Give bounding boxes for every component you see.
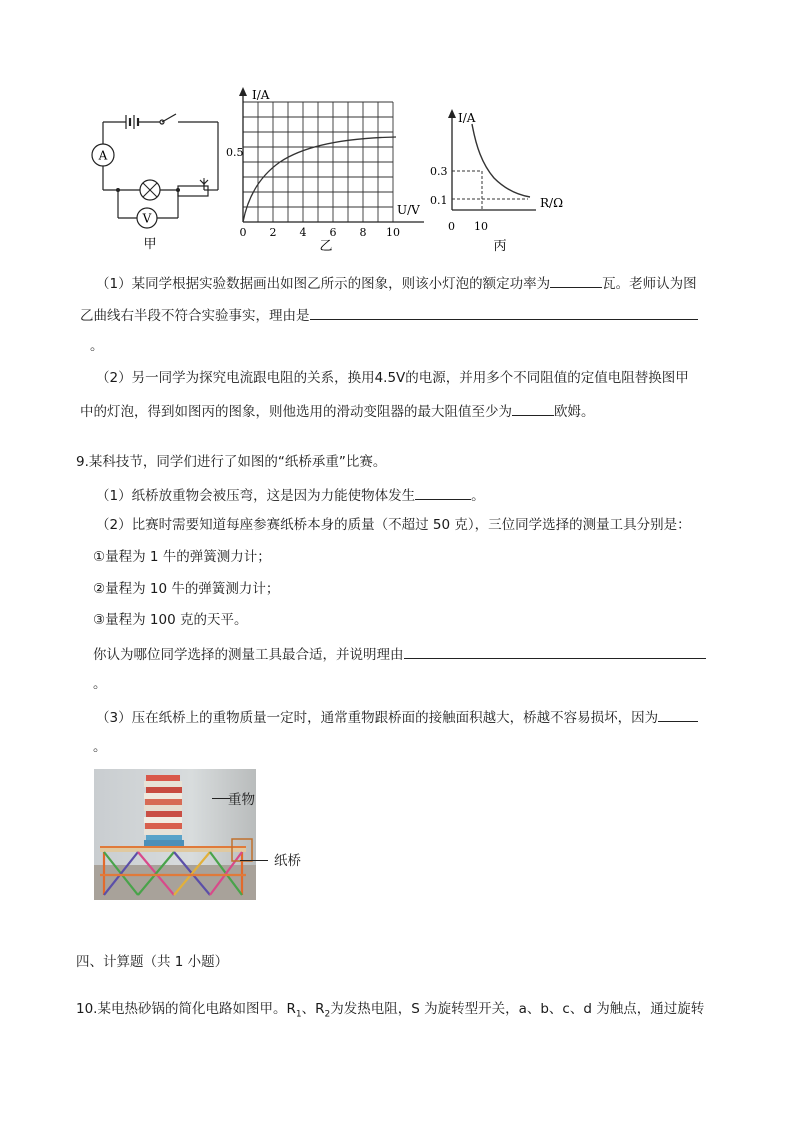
q8-part1-line3: 。: [90, 338, 104, 354]
section-title: 四、计算题（共 1 小题）: [76, 954, 229, 970]
q9-option-3: ③量程为 100 克的天平。: [93, 612, 248, 628]
q8-part2-line2: [80, 400, 595, 422]
q9-p1-end: 。: [471, 488, 485, 504]
q8-p2-text-a: 中的灯泡，得到如图丙的图象，则他选用的滑动变阻器的最大阻值至少为: [80, 404, 512, 420]
ir-curve: [472, 124, 530, 197]
q9-p3-text: （3）压在纸桥上的重物质量一定时，通常重物跟桥面的接触面积越大，桥越不容易损坏，因为: [96, 710, 659, 726]
bing-y-tick-03: 0.3: [430, 165, 448, 178]
q8-p2-text-b: 欧姆。: [554, 404, 595, 420]
bing-x-tick-0: 0: [448, 220, 455, 233]
yi-y-tick: 0.5: [226, 146, 244, 159]
q10-text-b: 、R: [301, 1001, 325, 1017]
figure-caption-jia: 甲: [143, 237, 157, 252]
bing-y-tick-01: 0.1: [430, 194, 448, 207]
yi-x-tick: 2: [269, 226, 277, 239]
svg-text:V: V: [142, 211, 152, 226]
q9-part2: （2）比赛时需要知道每座参赛纸桥本身的质量（不超过 50 克），三位同学选择的测量工具分别是：: [96, 517, 691, 533]
q9-option-1: ①量程为 1 牛的弹簧测力计；: [93, 549, 271, 565]
yi-x-tick: 10: [386, 226, 400, 239]
q9-p1-text: （1）纸桥放重物会被压弯，这是因为力能使物体发生: [96, 488, 416, 504]
figure-caption-bing: 丙: [493, 239, 507, 254]
paper-bridge-photo: [94, 769, 256, 900]
bing-x-axis-label: R/Ω: [540, 196, 564, 210]
q8-p1-reason-text: 乙曲线右半段不符合实验事实，理由是: [80, 308, 310, 324]
figure-caption-yi: 乙: [319, 239, 333, 254]
bing-y-axis-label: I/A: [458, 111, 476, 125]
q9-part3: [96, 706, 698, 728]
q9-ask-line: [93, 643, 706, 665]
answer-blank-tool[interactable]: [404, 643, 706, 659]
yi-x-axis-label: U/V: [397, 203, 420, 217]
q9-ask-text: 你认为哪位同学选择的测量工具最合适，并说明理由: [93, 647, 404, 663]
iu-graph-yi: [226, 84, 432, 256]
lamp-icon: [140, 180, 160, 200]
q8-part1-line2: [80, 304, 698, 326]
q10-subscript-2: 2: [324, 1009, 331, 1020]
q10-text-c: 为发热电阻，S 为旋转型开关，a、b、c、d 为触点，通过旋转: [330, 1001, 705, 1017]
q8-p1-text-a: （1）某同学根据实验数据画出如图乙所示的图象，则该小灯泡的额定功率为: [96, 276, 551, 292]
q10-subscript-1: 1: [295, 1009, 302, 1020]
yi-x-tick: 0: [239, 226, 247, 239]
yi-y-axis-label: I/A: [252, 88, 270, 102]
q9-part3-end: 。: [93, 739, 107, 755]
yi-x-tick: 6: [329, 226, 337, 239]
svg-text:A: A: [98, 148, 108, 163]
answer-blank-power[interactable]: [550, 272, 602, 288]
q10-text-a: 10.某电热砂锅的简化电路如图甲。R: [76, 1001, 296, 1017]
photo-label-weight: 重物: [228, 792, 255, 808]
answer-blank-reason[interactable]: [310, 304, 698, 320]
photo-label-bridge: 纸桥: [274, 853, 301, 869]
yi-x-tick: 4: [299, 226, 307, 239]
ir-graph-bing: [430, 106, 580, 256]
q9-part1: [96, 484, 485, 506]
q9-stem: 9.某科技节，同学们进行了如图的“纸桥承重”比赛。: [76, 454, 387, 470]
q9-ask-end: 。: [93, 676, 107, 692]
q9-option-2: ②量程为 10 牛的弹簧测力计；: [93, 581, 280, 597]
bing-x-tick-10: 10: [474, 220, 488, 233]
answer-blank-pressure[interactable]: [658, 706, 698, 722]
bridge-leader-line: [240, 860, 268, 861]
yi-x-tick: 8: [359, 226, 367, 239]
iu-curve: [243, 137, 396, 222]
answer-blank-deformation[interactable]: [415, 484, 471, 500]
q8-part1-line1: [96, 272, 697, 294]
q8-part2-line1: （2）另一同学为探究电流跟电阻的关系，换用4.5V的电源，并用多个不同阻值的定值电阻替换图甲: [96, 370, 689, 386]
circuit-diagram-jia: [90, 106, 230, 254]
answer-blank-resistance[interactable]: [512, 400, 554, 416]
q8-p1-text-b: 瓦。老师认为图: [602, 276, 697, 292]
q10-line1: [76, 999, 704, 1025]
